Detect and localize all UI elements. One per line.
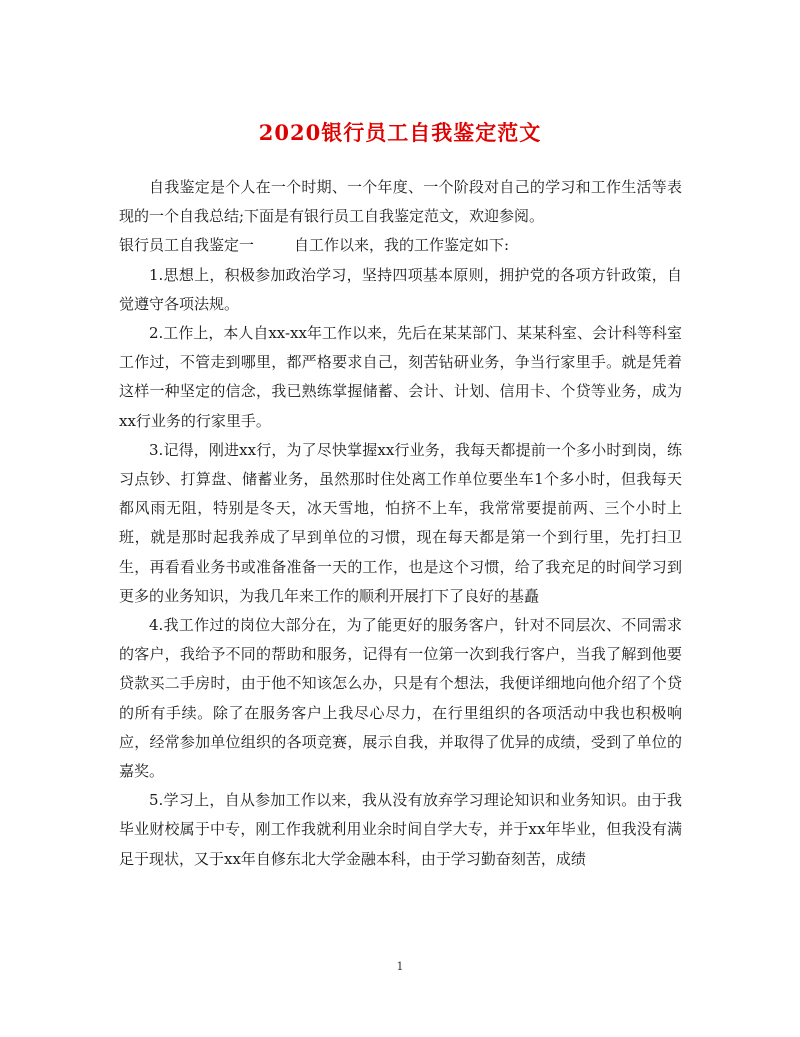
document-body (119, 173, 682, 874)
paragraph-4: 4.我工作过的岗位大部分在，为了能更好的服务客户，针对不同层次、不同需求的客户，我给予不同的帮助和服务，记得有一位第一次到我行客户，当我了解到他要贷款买二手房时，由于他不知该怎么办，只是有个想法，我便详细地向他介绍了个贷的所有手续。除了在服务客户上我尽心尽力，在行里组织的各项活动中我也积极响应，经常参加单位组织的各项竞赛，展示自我，并取得了优异的成绩，受到了单位的嘉奖。 (119, 616, 682, 781)
paragraph-3: 3.记得，刚进xx行，为了尽快掌握xx行业务，我每天都提前一个多小时到岗，练习点钞、打算盘、储蓄业务，虽然那时住处离工作单位要坐车1个多小时，但我每天都风雨无阻，特别是冬天，冰天雪地，怕挤不上车，我常常要提前两、三个小时上班，就是那时起我养成了早到单位的习惯，现在每天都是第一个到行里，先打扫卫生，再看看业务书或准备准备一天的工作，也是这个习惯，给了我充足的时间学习到更多的业务知识，为我几年来工作的顺利开展打下了良好的基矗 (119, 440, 682, 605)
intro-paragraph: 自我鉴定是个人在一个时期、一个年度、一个阶段对自己的学习和工作生活等表现的一个自我总结;下面是有银行员工自我鉴定范文，欢迎参阅。 (119, 178, 682, 226)
paragraph-2: 2.工作上，本人自xx-xx年工作以来，先后在某某部门、某某科室、会计科等科室工作过，不管走到哪里，都严格要求自己，刻苦钻研业务，争当行家里手。就是凭着这样一种坚定的信念，我已熟练掌握储蓄、会计、计划、信用卡、个贷等业务，成为xx行业务的行家里手。 (119, 324, 682, 430)
section-lead: 自工作以来，我的工作鉴定如下: (294, 236, 510, 255)
section-heading-line (119, 231, 682, 260)
section-heading: 银行员工自我鉴定一 (119, 236, 255, 255)
page-number: 1 (396, 960, 404, 973)
paragraph-5: 5.学习上，自从参加工作以来，我从没有放弃学习理论知识和业务知识。由于我毕业财校属于中专，刚工作我就利用业余时间自学大专，并于xx年毕业，但我没有满足于现状，又于xx年自修东北大学金融本科，由于学习勤奋刻苦，成绩 (119, 791, 682, 868)
paragraph-1: 1.思想上，积极参加政治学习，坚持四项基本原则，拥护党的各项方针政策，自觉遵守各项法规。 (119, 265, 682, 313)
document-title: 2020银行员工自我鉴定范文 (258, 120, 542, 146)
